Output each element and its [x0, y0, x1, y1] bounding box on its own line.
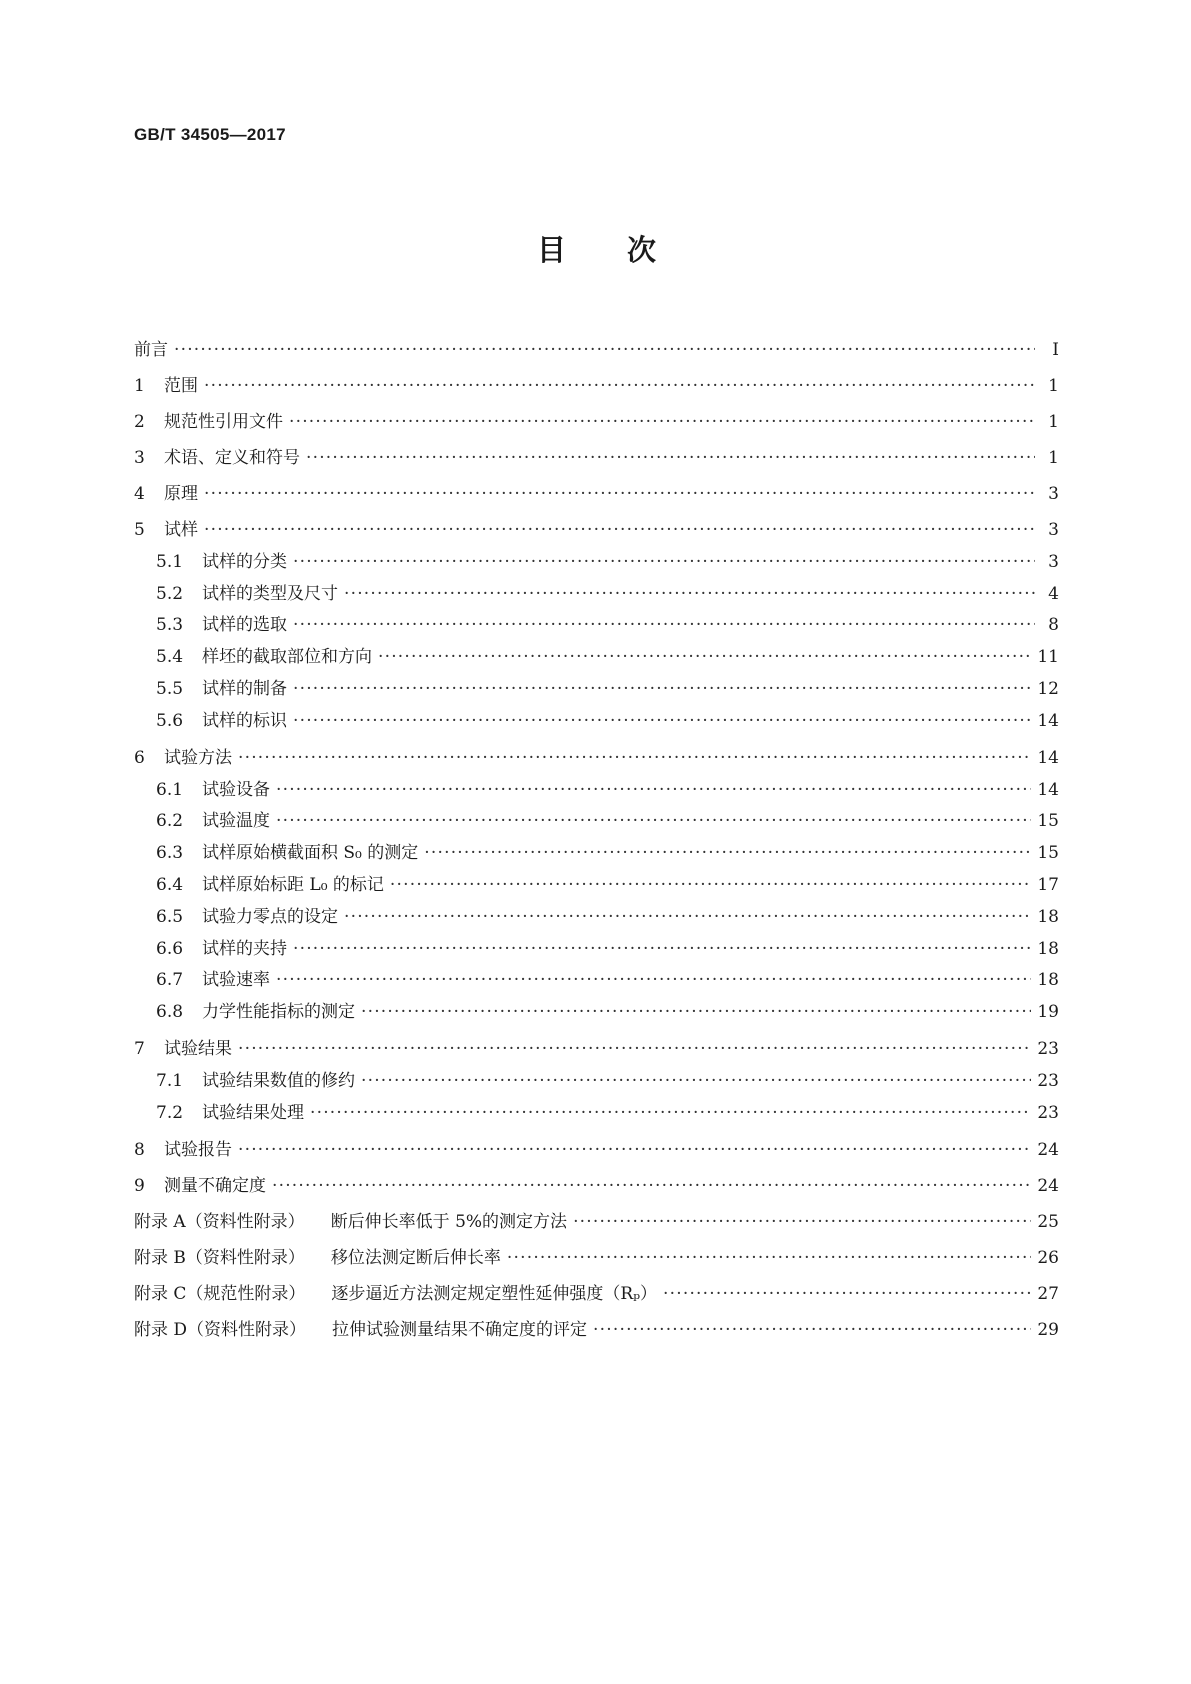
- toc-appendix-entry[interactable]: [134, 1305, 1059, 1341]
- toc-entry[interactable]: [134, 505, 1059, 541]
- toc-leader-dots: [344, 583, 1035, 605]
- toc-subentry[interactable]: [134, 605, 1059, 637]
- toc-entry[interactable]: [134, 1124, 1059, 1161]
- toc-appendix-entry[interactable]: [134, 1197, 1059, 1233]
- toc-page-number: 25: [1037, 1211, 1059, 1232]
- toc-page-number: 14: [1037, 747, 1059, 768]
- toc-label: 试样的分类: [202, 551, 287, 572]
- toc-subentry[interactable]: [134, 769, 1059, 801]
- toc-page-number: Ⅰ: [1052, 340, 1059, 360]
- toc-page-number: 19: [1037, 1002, 1059, 1023]
- toc-leader-dots: [293, 938, 1031, 960]
- toc-label: 术语、定义和符号: [164, 448, 300, 468]
- toc-number: 7.1: [156, 1070, 184, 1091]
- toc-number: 6.2: [156, 811, 184, 832]
- toc-page-number: 4: [1048, 583, 1059, 604]
- toc-subentry[interactable]: [134, 928, 1059, 960]
- toc-appendix-label: 附录 A（资料性附录）: [134, 1211, 305, 1232]
- toc-number: 7.2: [156, 1102, 184, 1123]
- toc-label: 试样的制备: [202, 678, 287, 699]
- toc-number: 7: [134, 1039, 145, 1060]
- toc-number: 4: [134, 484, 145, 504]
- toc-number: 5.4: [156, 647, 184, 668]
- toc-label: 试样的标识: [202, 710, 287, 731]
- toc-page-number: 24: [1037, 1139, 1059, 1160]
- toc-number: 6.3: [156, 843, 184, 864]
- toc-leader-dots: [507, 1247, 1031, 1269]
- toc-page-number: 11: [1037, 647, 1059, 668]
- toc-page-number: 26: [1037, 1247, 1059, 1268]
- toc-page-number: 17: [1037, 874, 1059, 895]
- toc-leader-dots: [293, 678, 1031, 700]
- toc-leader-dots: [276, 779, 1031, 801]
- toc-entry[interactable]: [134, 1023, 1059, 1060]
- toc-entry[interactable]: [134, 732, 1059, 769]
- toc-number: 5.5: [156, 678, 184, 699]
- toc-leader-dots: [238, 1038, 1031, 1060]
- toc-number: 6.6: [156, 938, 184, 959]
- toc-number: 5.1: [156, 551, 184, 572]
- toc-subentry[interactable]: [134, 801, 1059, 833]
- standard-code: GB/T 34505—2017: [134, 125, 286, 144]
- toc-page-number: 23: [1037, 1039, 1059, 1060]
- toc-label: 试样的类型及尺寸: [202, 583, 338, 604]
- title-char-2: 次: [627, 233, 657, 267]
- toc-page-number: 3: [1048, 551, 1059, 572]
- toc-page-number: 29: [1037, 1319, 1059, 1340]
- toc-page-number: 18: [1037, 906, 1059, 927]
- toc-number: 6: [134, 747, 145, 768]
- toc-appendix-label: 附录 C（规范性附录）: [134, 1283, 306, 1304]
- toc-page-number: 15: [1037, 811, 1059, 832]
- toc-leader-dots: [289, 411, 1035, 433]
- document-header: [134, 125, 286, 145]
- toc-leader-dots: [276, 810, 1031, 832]
- toc-label: 试验力零点的设定: [202, 906, 338, 927]
- toc-number: 6.4: [156, 874, 184, 895]
- toc-label: 规范性引用文件: [164, 412, 283, 432]
- toc-subentry[interactable]: [134, 991, 1059, 1023]
- toc-label: 移位法测定断后伸长率: [330, 1247, 501, 1268]
- toc-leader-dots: [204, 519, 1035, 541]
- toc-entry[interactable]: [134, 1161, 1059, 1197]
- toc-number: 3: [134, 448, 145, 468]
- toc-page-number: 1: [1048, 448, 1059, 468]
- toc-leader-dots: [204, 375, 1035, 397]
- toc-page-number: 3: [1048, 484, 1059, 504]
- toc-number: 5.3: [156, 615, 184, 636]
- toc-leader-dots: [310, 1102, 1031, 1124]
- toc-number: 8: [134, 1139, 145, 1160]
- toc-page-number: 24: [1037, 1175, 1059, 1196]
- toc-subentry[interactable]: [134, 1060, 1059, 1092]
- toc-entry[interactable]: [134, 397, 1059, 433]
- toc-subentry[interactable]: [134, 864, 1059, 896]
- toc-subentry[interactable]: [134, 700, 1059, 732]
- toc-label: 样坯的截取部位和方向: [202, 647, 372, 668]
- toc-leader-dots: [663, 1283, 1031, 1305]
- toc-number: 6.5: [156, 906, 184, 927]
- toc-page-number: 3: [1048, 520, 1059, 540]
- toc-label: 前言: [134, 340, 168, 360]
- toc-entry[interactable]: [134, 361, 1059, 397]
- toc-subentry[interactable]: [134, 960, 1059, 992]
- toc-label: 拉伸试验测量结果不确定度的评定: [332, 1319, 588, 1340]
- toc-subentry[interactable]: [134, 636, 1059, 668]
- toc-page-number: 18: [1037, 938, 1059, 959]
- toc-page-number: 23: [1037, 1070, 1059, 1091]
- toc-page-number: 27: [1037, 1283, 1059, 1304]
- title-char-1: 目: [537, 233, 567, 267]
- toc-subentry[interactable]: [134, 832, 1059, 864]
- toc-appendix-label: 附录 D（资料性附录）: [134, 1319, 307, 1340]
- toc-number: 5.6: [156, 710, 184, 731]
- toc-leader-dots: [238, 1139, 1031, 1161]
- toc-label: 力学性能指标的测定: [202, 1002, 355, 1023]
- toc-leader-dots: [293, 551, 1035, 573]
- toc-number: 9: [134, 1175, 145, 1196]
- toc-page-number: 15: [1037, 843, 1059, 864]
- toc-label: 试样的夹持: [202, 938, 287, 959]
- toc-leader-dots: [204, 483, 1035, 505]
- toc-label: 试验方法: [164, 747, 232, 768]
- toc-number: 1: [134, 376, 145, 396]
- toc-label: 试验结果: [164, 1039, 232, 1060]
- toc-page-number: 1: [1048, 376, 1059, 396]
- toc-number: 5.2: [156, 583, 184, 604]
- toc-subentry[interactable]: [134, 541, 1059, 573]
- toc-subentry[interactable]: [134, 573, 1059, 605]
- toc-label: 试样原始横截面积 S₀ 的测定: [202, 843, 419, 864]
- toc-leader-dots: [361, 1070, 1031, 1092]
- toc-leader-dots: [344, 906, 1031, 928]
- toc-appendix-entry[interactable]: [134, 1269, 1059, 1305]
- toc-leader-dots: [306, 447, 1035, 469]
- toc-leader-dots: [174, 339, 1035, 361]
- toc-label: 试验报告: [164, 1139, 232, 1160]
- toc-label: 范围: [164, 376, 198, 396]
- toc-leader-dots: [293, 710, 1031, 732]
- toc-page-number: 23: [1037, 1102, 1059, 1123]
- toc-label: 试验温度: [202, 811, 270, 832]
- toc-page-number: 14: [1037, 779, 1059, 800]
- toc-leader-dots: [593, 1319, 1031, 1341]
- toc-leader-dots: [361, 1001, 1031, 1023]
- toc-label: 试样原始标距 L₀ 的标记: [202, 874, 384, 895]
- toc-leader-dots: [276, 969, 1031, 991]
- toc-number: 6.7: [156, 970, 184, 991]
- toc-leader-dots: [378, 646, 1031, 668]
- toc-page-number: 18: [1037, 970, 1059, 991]
- toc-label: 原理: [164, 484, 198, 504]
- toc-label: 试验结果处理: [202, 1102, 304, 1123]
- toc-leader-dots: [390, 874, 1031, 896]
- toc-number: 5: [134, 520, 145, 540]
- toc-leader-dots: [573, 1211, 1031, 1233]
- toc-label: 断后伸长率低于 5%的测定方法: [330, 1211, 568, 1232]
- toc-leader-dots: [424, 842, 1031, 864]
- toc-label: 试样: [164, 520, 198, 540]
- toc-number: 2: [134, 412, 145, 432]
- toc-number: 6.8: [156, 1002, 184, 1023]
- toc-leader-dots: [293, 614, 1035, 636]
- toc-label: 测量不确定度: [164, 1175, 266, 1196]
- toc-entry[interactable]: [134, 325, 1059, 361]
- toc-label: 试验设备: [202, 779, 270, 800]
- toc-subentry[interactable]: [134, 896, 1059, 928]
- toc-label: 逐步逼近方法测定规定塑性延伸强度（Rₚ）: [331, 1283, 658, 1304]
- toc-page-number: 14: [1037, 710, 1059, 731]
- table-of-contents: [134, 325, 1059, 1341]
- toc-label: 试验速率: [202, 970, 270, 991]
- toc-label: 试样的选取: [202, 615, 287, 636]
- toc-label: 试验结果数值的修约: [202, 1070, 355, 1091]
- toc-page-number: 12: [1037, 678, 1059, 699]
- toc-number: 6.1: [156, 779, 184, 800]
- toc-page-number: 8: [1048, 615, 1059, 636]
- toc-page-number: 1: [1048, 412, 1059, 432]
- toc-entry[interactable]: [134, 433, 1059, 469]
- toc-leader-dots: [238, 747, 1031, 769]
- toc-subentry[interactable]: [134, 668, 1059, 700]
- toc-appendix-entry[interactable]: [134, 1233, 1059, 1269]
- toc-subentry[interactable]: [134, 1092, 1059, 1124]
- toc-leader-dots: [272, 1175, 1031, 1197]
- toc-entry[interactable]: [134, 469, 1059, 505]
- toc-appendix-label: 附录 B（资料性附录）: [134, 1247, 305, 1268]
